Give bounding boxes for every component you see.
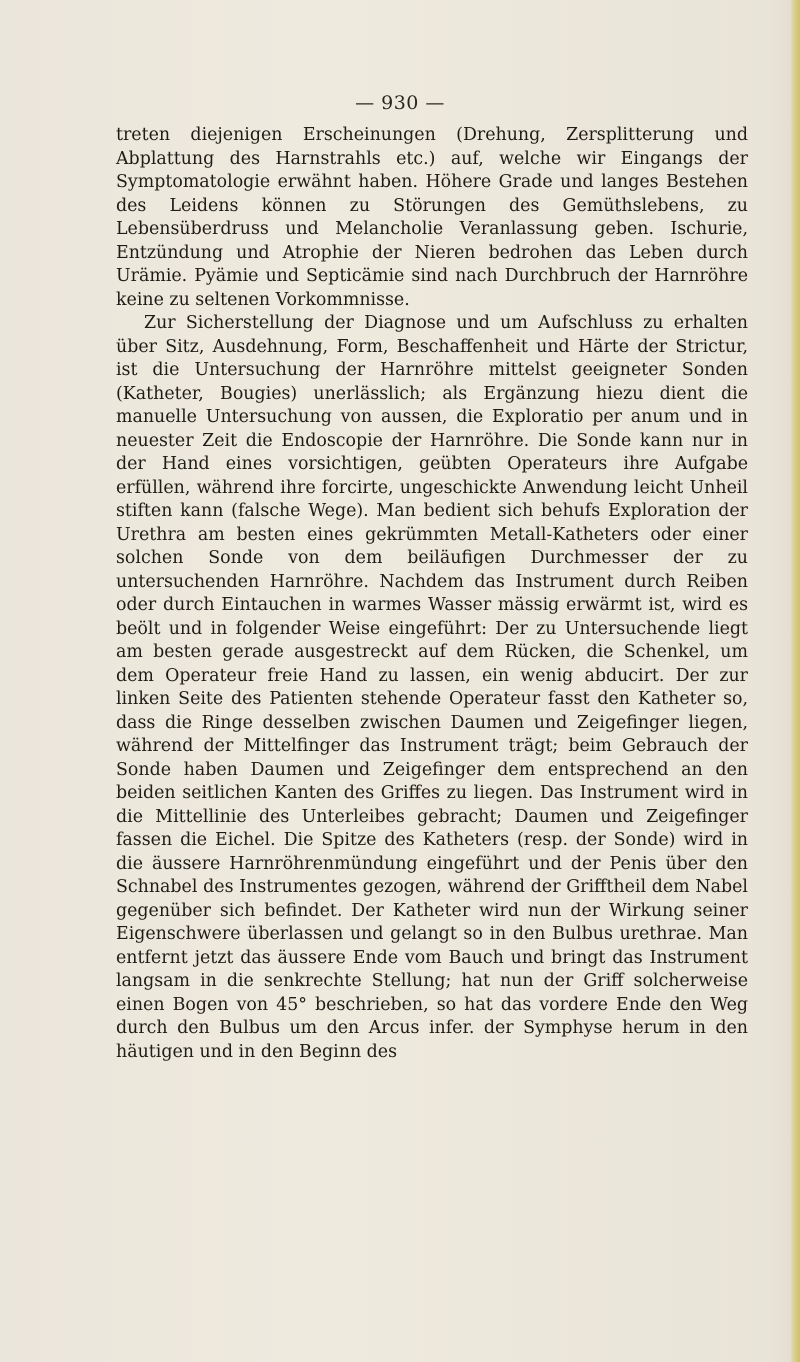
body-text [116, 124, 748, 1064]
page-number: — 930 — [355, 92, 445, 114]
paragraph-1: treten diejenigen Erscheinungen (Drehung, Zersplitterung und Abplattung des Harnstrahls etc.) auf, welche wir Eingangs der Symptomatologie erwähnt haben. Höhere Grade und langes Bestehen des Leidens können zu Störungen des Gemüthslebens, zu Lebensüberdruss und Melancholie Veranlassung geben. Ischurie, Entzündung und Atrophie der Nieren bedrohen das Leben durch Urämie. Pyämie und Septicämie sind nach Durchbruch der Harnröhre keine zu seltenen Vorkommnisse. [116, 125, 748, 310]
page-edge-shadow [790, 0, 800, 1362]
paragraph-2: Zur Sicherstellung der Diagnose und um Aufschluss zu erhalten über Sitz, Ausdehnung, Form, Beschaffenheit und Härte der Strictur, ist die Untersuchung der Harnröhre mittelst geeigneter Sonden (Katheter, Bougies) unerlässlich; als Ergänzung hiezu dient die manuelle Untersuchung von aussen, die Exploratio per anum und in neuester Zeit die Endoscopie der Harnröhre. Die Sonde kann nur in der Hand eines vorsichtigen, geübten Operateurs ihre Aufgabe erfüllen, während ihre forcirte, ungeschickte Anwendung leicht Unheil stiften kann (falsche Wege). Man bedient sich behufs Exploration der Urethra am besten eines gekrümmten Metall-Katheters oder einer solchen Sonde von dem beiläufigen Durchmesser der zu untersuchenden Harnröhre. Nachdem das Instrument durch Reiben oder durch Eintauchen in warmes Wasser mässig erwärmt ist, wird es beölt und in folgender Weise eingeführt: Der zu Untersuchende liegt am besten gerade ausgestreckt auf dem Rücken, die Schenkel, um dem Operateur freie Hand zu lassen, ein wenig abducirt. Der zur linken Seite des Patienten stehende Operateur fasst den Katheter so, dass die Ringe desselben zwischen Daumen und Zeigefinger liegen, während der Mittelfinger das Instrument trägt; beim Gebrauch der Sonde haben Daumen und Zeigefinger dem entsprechend an den beiden seitlichen Kanten des Griffes zu liegen. Das Instrument wird in die Mittellinie des Unterleibes gebracht; Daumen und Zeigefinger fassen die Eichel. Die Spitze des Katheters (resp. der Sonde) wird in die äussere Harnröhrenmündung eingeführt und der Penis über den Schnabel des Instrumentes gezogen, während der Grifftheil dem Nabel gegenüber sich befindet. Der Katheter wird nun der Wirkung seiner Eigenschwere überlassen und gelangt so in den Bulbus urethrae. Man entfernt jetzt das äussere Ende vom Bauch und bringt das Instrument langsam in die senkrechte Stellung; hat nun der Griff solcherweise einen Bogen von 45° beschrieben, so hat das vordere Ende den Weg durch den Bulbus um den Arcus infer. der Symphyse herum in den häutigen und in den Beginn des [116, 313, 748, 1062]
